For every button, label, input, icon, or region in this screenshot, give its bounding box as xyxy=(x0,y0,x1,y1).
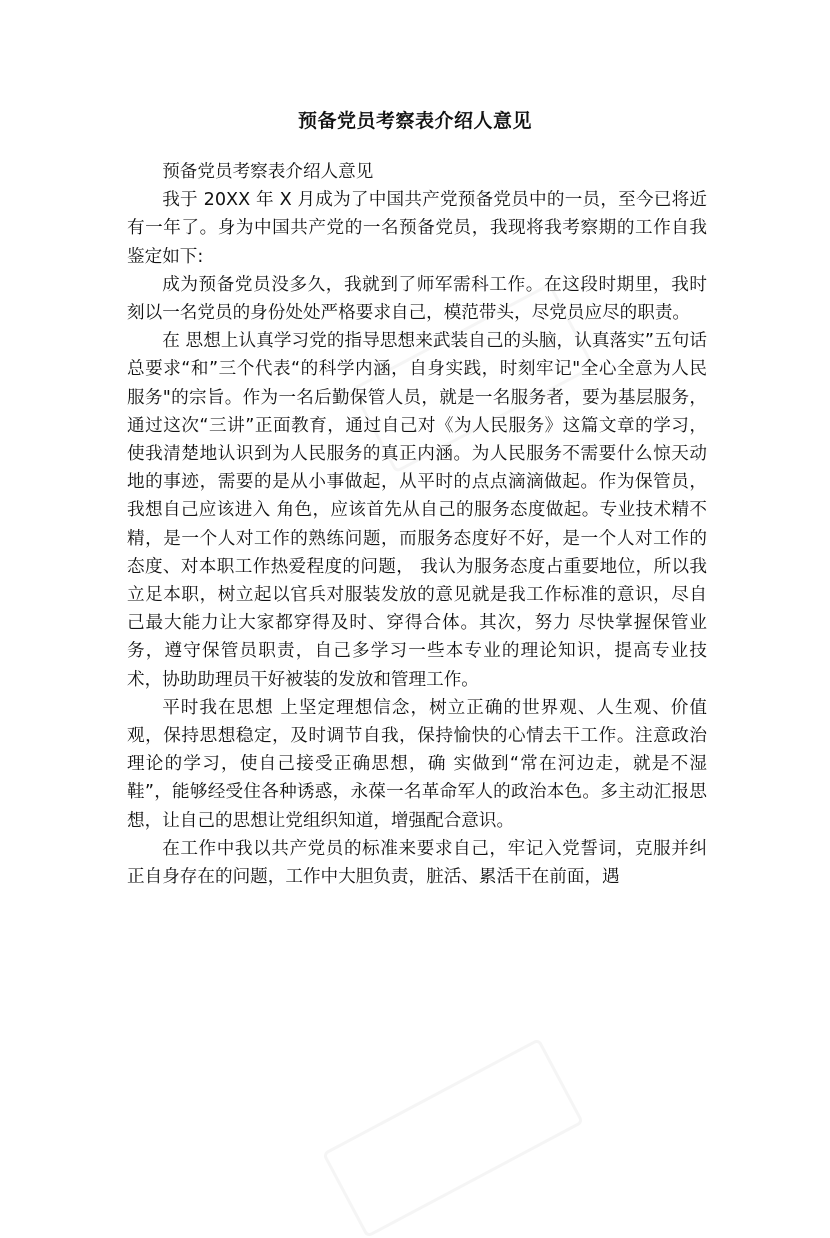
paragraph-work-standards: 在工作中我以共产党员的标准来要求自己，牢记入党誓词，克服并纠正自身存在的问题，工作中大胆负责，脏活、累活干在前面，遇 xyxy=(127,838,707,888)
document-title: 预备党员考察表介绍人意见 xyxy=(297,110,532,132)
paragraph-ideology-service: 在 思想上认真学习党的指导思想来武装自己的头脑，认真落实”五句话总要求“和”三个代表“的科学内涵，自身实践，时刻牢记"全心全意为人民服务"的宗旨。作为一名后勤保管人员，就是一名服务者，要为基层服务，通过这次“三讲”正面教育，通过自己对《为人民服务》这篇文章的学习，使我清楚地认识到为人民服务的真正内涵。为人民服务不需要什么惊天动地的事迹，需要的是从小事做起，从平时的点点滴滴做起。作为保管员，我想自己应该进入 角色，应该首先从自己的服务态度做起。专业技术精不精，是一个人对工作的熟练问题，而服务态度好不好，是一个人对工作的态度、对本职工作热爱程度的问题， 我认为服务态度占重要地位，所以我立足本职，树立起以官兵对服装发放的意见就是我工作标准的意识，尽自己最大能力让大家都穿得及时、穿得合体。其次，努力 尽快掌握保管业务，遵守保管员职责，自己多学习一些本专业的理论知识，提高专业技术，协助助理员干好被装的发放和管理工作。 xyxy=(127,331,707,690)
paragraph-political-thought: 平时我在思想 上坚定理想信念，树立正确的世界观、人生观、价值观，保持思想稳定，及时调节自我，保持愉快的心情去干工作。注意政治理论的学习，使自己接受正确思想，确 实做到“常在河边走，就是不湿鞋”，能够经受住各种诱惑，永葆一名革命军人的政治本色。多主动汇报思想，让自己的思想让党组织知道，增强配合意识。 xyxy=(127,697,707,831)
paragraph-subtitle: 预备党员考察表介绍人意见 xyxy=(162,162,374,182)
paragraph-intro: 我于 20XX 年 X 月成为了中国共产党预备党员中的一员，至今已将近有一年了。身为中国共产党的一名预备党员，我现将我考察期的工作自我鉴定如下: xyxy=(127,190,707,267)
document-body xyxy=(127,158,707,891)
paragraph-work-assignment: 成为预备党员没多久，我就到了师军需科工作。在这段时期里，我时刻以一名党员的身份处处严格要求自己，模范带头，尽党员应尽的职责。 xyxy=(127,274,707,324)
watermark-stamp xyxy=(322,1038,584,1238)
